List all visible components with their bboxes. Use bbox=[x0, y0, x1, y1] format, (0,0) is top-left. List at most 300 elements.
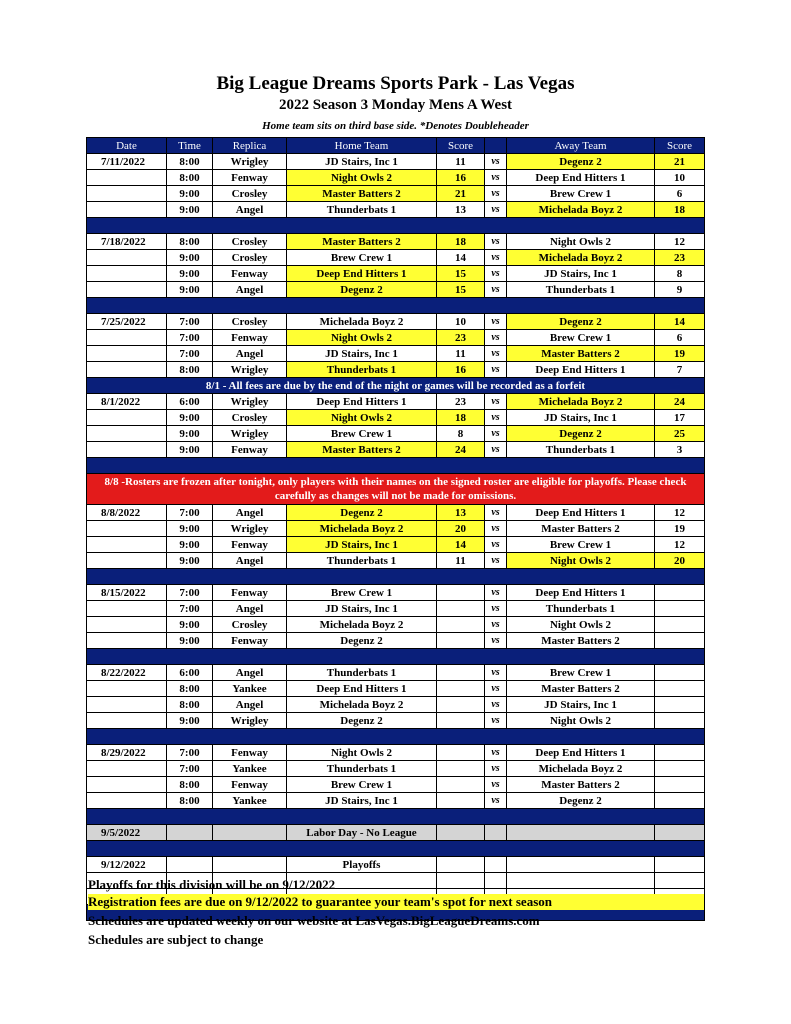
home-team: Master Batters 2 bbox=[287, 186, 437, 202]
game-time: 7:00 bbox=[167, 601, 213, 617]
home-score bbox=[437, 793, 485, 809]
away-score: 24 bbox=[655, 394, 705, 410]
vs-label: vs bbox=[485, 745, 507, 761]
game-replica: Yankee bbox=[213, 681, 287, 697]
vs-label: vs bbox=[485, 681, 507, 697]
vs-label: vs bbox=[485, 170, 507, 186]
vs-label: vs bbox=[485, 553, 507, 569]
table-row bbox=[87, 282, 705, 298]
column-header-home-score: Score bbox=[437, 138, 485, 154]
vs-label: vs bbox=[485, 713, 507, 729]
separator-row bbox=[87, 218, 705, 234]
vs-label: vs bbox=[485, 793, 507, 809]
game-date bbox=[87, 250, 167, 266]
home-score: 18 bbox=[437, 234, 485, 250]
home-team: JD Stairs, Inc 1 bbox=[287, 154, 437, 170]
page-title: Big League Dreams Sports Park - Las Vegas bbox=[216, 73, 575, 94]
table-row bbox=[87, 633, 705, 649]
away-team: JD Stairs, Inc 1 bbox=[507, 697, 655, 713]
separator-row bbox=[87, 458, 705, 474]
away-score: 6 bbox=[655, 330, 705, 346]
away-team: JD Stairs, Inc 1 bbox=[507, 410, 655, 426]
notice-text: 8/1 - All fees are due by the end of the night or games will be recorded as a forfeit bbox=[87, 378, 705, 394]
schedule-table bbox=[86, 137, 705, 921]
game-time: 9:00 bbox=[167, 410, 213, 426]
home-team: Night Owls 2 bbox=[287, 170, 437, 186]
game-time: 7:00 bbox=[167, 585, 213, 601]
game-replica: Angel bbox=[213, 505, 287, 521]
column-header-away-team: Away Team bbox=[507, 138, 655, 154]
table-row bbox=[87, 665, 705, 681]
game-time: 9:00 bbox=[167, 553, 213, 569]
home-team: Playoffs bbox=[287, 857, 437, 873]
game-replica bbox=[213, 857, 287, 873]
home-team: Thunderbats 1 bbox=[287, 202, 437, 218]
table-row bbox=[87, 346, 705, 362]
home-score bbox=[437, 777, 485, 793]
away-team: JD Stairs, Inc 1 bbox=[507, 266, 655, 282]
column-header-vs bbox=[485, 138, 507, 154]
game-time: 8:00 bbox=[167, 234, 213, 250]
away-team: Degenz 2 bbox=[507, 426, 655, 442]
game-replica: Crosley bbox=[213, 250, 287, 266]
away-score: 9 bbox=[655, 282, 705, 298]
game-date bbox=[87, 170, 167, 186]
table-row bbox=[87, 410, 705, 426]
table-row bbox=[87, 234, 705, 250]
game-date: 8/1/2022 bbox=[87, 394, 167, 410]
game-replica: Wrigley bbox=[213, 426, 287, 442]
table-row bbox=[87, 617, 705, 633]
game-date bbox=[87, 346, 167, 362]
separator-cell bbox=[87, 809, 705, 825]
away-team: Thunderbats 1 bbox=[507, 601, 655, 617]
home-score: 16 bbox=[437, 362, 485, 378]
separator-cell bbox=[87, 569, 705, 585]
table-row bbox=[87, 314, 705, 330]
separator-cell bbox=[87, 458, 705, 474]
home-score: 13 bbox=[437, 202, 485, 218]
game-replica: Wrigley bbox=[213, 713, 287, 729]
away-team: Night Owls 2 bbox=[507, 713, 655, 729]
away-score: 19 bbox=[655, 346, 705, 362]
vs-label: vs bbox=[485, 250, 507, 266]
game-time: 7:00 bbox=[167, 330, 213, 346]
vs-label: vs bbox=[485, 154, 507, 170]
game-time bbox=[167, 857, 213, 873]
home-team: Degenz 2 bbox=[287, 505, 437, 521]
away-team: Master Batters 2 bbox=[507, 633, 655, 649]
footer-website-note: Schedules are updated weekly on our website at LasVegas.BigLeagueDreams.com bbox=[88, 913, 540, 928]
table-row bbox=[87, 442, 705, 458]
away-team: Deep End Hitters 1 bbox=[507, 505, 655, 521]
game-replica: Crosley bbox=[213, 410, 287, 426]
table-row bbox=[87, 154, 705, 170]
away-score bbox=[655, 793, 705, 809]
table-row bbox=[87, 521, 705, 537]
away-score: 12 bbox=[655, 234, 705, 250]
table-row bbox=[87, 394, 705, 410]
away-team: Brew Crew 1 bbox=[507, 330, 655, 346]
home-score bbox=[437, 601, 485, 617]
away-team: Night Owls 2 bbox=[507, 234, 655, 250]
game-time: 8:00 bbox=[167, 793, 213, 809]
separator-row bbox=[87, 569, 705, 585]
away-team: Deep End Hitters 1 bbox=[507, 362, 655, 378]
separator-row bbox=[87, 729, 705, 745]
vs-label bbox=[485, 873, 507, 889]
home-team: Thunderbats 1 bbox=[287, 665, 437, 681]
home-team: Brew Crew 1 bbox=[287, 585, 437, 601]
home-score: 23 bbox=[437, 394, 485, 410]
table-row bbox=[87, 601, 705, 617]
away-score bbox=[655, 665, 705, 681]
notice-row bbox=[87, 378, 705, 394]
table-header-row bbox=[87, 138, 705, 154]
alert-row bbox=[87, 474, 705, 505]
home-score bbox=[437, 713, 485, 729]
table-row bbox=[87, 777, 705, 793]
table-row bbox=[87, 793, 705, 809]
home-score: 21 bbox=[437, 186, 485, 202]
away-team: Brew Crew 1 bbox=[507, 665, 655, 681]
game-replica: Crosley bbox=[213, 234, 287, 250]
game-replica: Angel bbox=[213, 697, 287, 713]
away-score: 3 bbox=[655, 442, 705, 458]
game-date bbox=[87, 681, 167, 697]
game-date bbox=[87, 521, 167, 537]
game-replica: Fenway bbox=[213, 745, 287, 761]
table-row bbox=[87, 505, 705, 521]
game-time: 9:00 bbox=[167, 202, 213, 218]
game-replica: Wrigley bbox=[213, 362, 287, 378]
away-score: 18 bbox=[655, 202, 705, 218]
empty-cell bbox=[655, 825, 705, 841]
vs-label: vs bbox=[485, 410, 507, 426]
column-header-time: Time bbox=[167, 138, 213, 154]
game-replica: Fenway bbox=[213, 170, 287, 186]
game-date bbox=[87, 442, 167, 458]
game-time: 7:00 bbox=[167, 314, 213, 330]
home-team: Michelada Boyz 2 bbox=[287, 617, 437, 633]
game-replica: Angel bbox=[213, 665, 287, 681]
vs-label: vs bbox=[485, 633, 507, 649]
game-time: 7:00 bbox=[167, 346, 213, 362]
game-time: 9:00 bbox=[167, 426, 213, 442]
separator-cell bbox=[87, 218, 705, 234]
home-score bbox=[437, 697, 485, 713]
home-score: 15 bbox=[437, 282, 485, 298]
game-date bbox=[87, 410, 167, 426]
away-team: Master Batters 2 bbox=[507, 346, 655, 362]
home-team: JD Stairs, Inc 1 bbox=[287, 601, 437, 617]
home-team: Thunderbats 1 bbox=[287, 362, 437, 378]
game-replica: Crosley bbox=[213, 617, 287, 633]
vs-label: vs bbox=[485, 601, 507, 617]
game-time: 8:00 bbox=[167, 154, 213, 170]
game-replica: Angel bbox=[213, 601, 287, 617]
home-score: 23 bbox=[437, 330, 485, 346]
home-score bbox=[437, 617, 485, 633]
empty-cell bbox=[485, 825, 507, 841]
game-replica: Fenway bbox=[213, 537, 287, 553]
vs-label: vs bbox=[485, 266, 507, 282]
empty-cell bbox=[167, 825, 213, 841]
away-score bbox=[655, 713, 705, 729]
away-team: Night Owls 2 bbox=[507, 617, 655, 633]
empty-cell bbox=[437, 825, 485, 841]
separator-cell bbox=[87, 841, 705, 857]
home-team: Brew Crew 1 bbox=[287, 426, 437, 442]
game-replica: Angel bbox=[213, 282, 287, 298]
away-team: Thunderbats 1 bbox=[507, 442, 655, 458]
away-score bbox=[655, 697, 705, 713]
vs-label: vs bbox=[485, 202, 507, 218]
vs-label: vs bbox=[485, 426, 507, 442]
away-score: 19 bbox=[655, 521, 705, 537]
away-score: 17 bbox=[655, 410, 705, 426]
away-team: Deep End Hitters 1 bbox=[507, 585, 655, 601]
away-score: 12 bbox=[655, 505, 705, 521]
away-team: Degenz 2 bbox=[507, 154, 655, 170]
home-score bbox=[437, 665, 485, 681]
vs-label: vs bbox=[485, 505, 507, 521]
game-replica: Yankee bbox=[213, 793, 287, 809]
away-team: Degenz 2 bbox=[507, 314, 655, 330]
away-score bbox=[655, 777, 705, 793]
away-score: 23 bbox=[655, 250, 705, 266]
game-replica: Crosley bbox=[213, 314, 287, 330]
home-score: 14 bbox=[437, 250, 485, 266]
alert-text: 8/8 -Rosters are frozen after tonight, only players with their names on the signed roster are eligible for playoffs. Please check carefully as changes will not be made for omissions. bbox=[87, 474, 705, 505]
away-team bbox=[507, 857, 655, 873]
game-replica: Angel bbox=[213, 202, 287, 218]
table-row bbox=[87, 266, 705, 282]
page-subtitle: 2022 Season 3 Monday Mens A West bbox=[278, 97, 513, 113]
table-row bbox=[87, 713, 705, 729]
home-team: Brew Crew 1 bbox=[287, 250, 437, 266]
away-team: Michelada Boyz 2 bbox=[507, 202, 655, 218]
vs-label: vs bbox=[485, 330, 507, 346]
away-score bbox=[655, 681, 705, 697]
away-team: Deep End Hitters 1 bbox=[507, 745, 655, 761]
table-row bbox=[87, 250, 705, 266]
away-team: Degenz 2 bbox=[507, 793, 655, 809]
separator-row bbox=[87, 649, 705, 665]
table-row bbox=[87, 362, 705, 378]
away-score bbox=[655, 585, 705, 601]
vs-label: vs bbox=[485, 362, 507, 378]
home-team: Deep End Hitters 1 bbox=[287, 681, 437, 697]
game-replica: Fenway bbox=[213, 266, 287, 282]
game-replica: Angel bbox=[213, 553, 287, 569]
home-score bbox=[437, 873, 485, 889]
game-replica: Crosley bbox=[213, 186, 287, 202]
home-team: JD Stairs, Inc 1 bbox=[287, 537, 437, 553]
away-score: 6 bbox=[655, 186, 705, 202]
home-team: Michelada Boyz 2 bbox=[287, 314, 437, 330]
separator-cell bbox=[87, 649, 705, 665]
away-score: 21 bbox=[655, 154, 705, 170]
table-row bbox=[87, 553, 705, 569]
home-team: Degenz 2 bbox=[287, 713, 437, 729]
column-header-home-team: Home Team bbox=[287, 138, 437, 154]
home-score bbox=[437, 761, 485, 777]
away-score: 20 bbox=[655, 553, 705, 569]
home-score: 14 bbox=[437, 537, 485, 553]
game-time: 9:00 bbox=[167, 537, 213, 553]
game-date: 9/5/2022 bbox=[87, 825, 167, 841]
column-header-away-score: Score bbox=[655, 138, 705, 154]
game-time: 9:00 bbox=[167, 282, 213, 298]
home-team: Michelada Boyz 2 bbox=[287, 521, 437, 537]
away-score: 10 bbox=[655, 170, 705, 186]
game-date bbox=[87, 633, 167, 649]
game-time: 7:00 bbox=[167, 745, 213, 761]
home-score: 11 bbox=[437, 553, 485, 569]
separator-row bbox=[87, 841, 705, 857]
footer-registration-note: Registration fees are due on 9/12/2022 to guarantee your team's spot for next season bbox=[88, 894, 704, 910]
away-score bbox=[655, 633, 705, 649]
game-date bbox=[87, 537, 167, 553]
separator-row bbox=[87, 809, 705, 825]
home-team: Night Owls 2 bbox=[287, 410, 437, 426]
home-score: 13 bbox=[437, 505, 485, 521]
game-replica: Fenway bbox=[213, 330, 287, 346]
game-replica: Yankee bbox=[213, 761, 287, 777]
game-replica: Angel bbox=[213, 346, 287, 362]
away-team: Master Batters 2 bbox=[507, 521, 655, 537]
home-score: 20 bbox=[437, 521, 485, 537]
table-row bbox=[87, 202, 705, 218]
game-replica: Fenway bbox=[213, 633, 287, 649]
game-replica: Wrigley bbox=[213, 154, 287, 170]
separator-row bbox=[87, 298, 705, 314]
game-date bbox=[87, 617, 167, 633]
game-time: 9:00 bbox=[167, 186, 213, 202]
empty-cell bbox=[507, 825, 655, 841]
separator-cell bbox=[87, 729, 705, 745]
game-time: 9:00 bbox=[167, 617, 213, 633]
home-score: 8 bbox=[437, 426, 485, 442]
vs-label: vs bbox=[485, 346, 507, 362]
game-date bbox=[87, 330, 167, 346]
game-date bbox=[87, 601, 167, 617]
home-score: 24 bbox=[437, 442, 485, 458]
game-replica: Fenway bbox=[213, 442, 287, 458]
game-date bbox=[87, 202, 167, 218]
table-row bbox=[87, 857, 705, 873]
vs-label: vs bbox=[485, 186, 507, 202]
home-team: Deep End Hitters 1 bbox=[287, 394, 437, 410]
away-score: 12 bbox=[655, 537, 705, 553]
game-date bbox=[87, 777, 167, 793]
home-team: JD Stairs, Inc 1 bbox=[287, 793, 437, 809]
game-date: 8/29/2022 bbox=[87, 745, 167, 761]
away-team: Michelada Boyz 2 bbox=[507, 761, 655, 777]
game-date: 7/11/2022 bbox=[87, 154, 167, 170]
game-replica: Wrigley bbox=[213, 521, 287, 537]
game-date bbox=[87, 282, 167, 298]
away-team: Brew Crew 1 bbox=[507, 537, 655, 553]
game-date bbox=[87, 697, 167, 713]
away-score: 14 bbox=[655, 314, 705, 330]
vs-label: vs bbox=[485, 314, 507, 330]
game-time: 8:00 bbox=[167, 362, 213, 378]
vs-label: vs bbox=[485, 665, 507, 681]
game-time: 8:00 bbox=[167, 697, 213, 713]
vs-label: vs bbox=[485, 234, 507, 250]
game-date bbox=[87, 793, 167, 809]
game-time: 7:00 bbox=[167, 505, 213, 521]
table-row bbox=[87, 537, 705, 553]
game-date bbox=[87, 362, 167, 378]
away-team: Michelada Boyz 2 bbox=[507, 394, 655, 410]
home-team: Night Owls 2 bbox=[287, 330, 437, 346]
home-score bbox=[437, 857, 485, 873]
game-time: 8:00 bbox=[167, 777, 213, 793]
table-row bbox=[87, 330, 705, 346]
table-row bbox=[87, 697, 705, 713]
home-team: Degenz 2 bbox=[287, 633, 437, 649]
away-score: 7 bbox=[655, 362, 705, 378]
table-row bbox=[87, 170, 705, 186]
away-score bbox=[655, 601, 705, 617]
game-time: 9:00 bbox=[167, 266, 213, 282]
away-team: Brew Crew 1 bbox=[507, 186, 655, 202]
away-score: 25 bbox=[655, 426, 705, 442]
table-row bbox=[87, 745, 705, 761]
game-time: 9:00 bbox=[167, 713, 213, 729]
home-team: Thunderbats 1 bbox=[287, 761, 437, 777]
game-replica: Fenway bbox=[213, 777, 287, 793]
game-time: 7:00 bbox=[167, 761, 213, 777]
game-date: 9/12/2022 bbox=[87, 857, 167, 873]
home-score: 16 bbox=[437, 170, 485, 186]
game-time: 8:00 bbox=[167, 681, 213, 697]
holiday-row bbox=[87, 825, 705, 841]
away-team: Michelada Boyz 2 bbox=[507, 250, 655, 266]
away-score bbox=[655, 873, 705, 889]
game-time: 9:00 bbox=[167, 250, 213, 266]
vs-label: vs bbox=[485, 697, 507, 713]
away-team: Thunderbats 1 bbox=[507, 282, 655, 298]
table-row bbox=[87, 426, 705, 442]
table-row bbox=[87, 681, 705, 697]
footer-disclaimer: Schedules are subject to change bbox=[88, 932, 264, 947]
page-note: Home team sits on third base side. *Denotes Doubleheader bbox=[262, 120, 529, 132]
game-date: 8/8/2022 bbox=[87, 505, 167, 521]
game-date: 7/18/2022 bbox=[87, 234, 167, 250]
vs-label: vs bbox=[485, 282, 507, 298]
vs-label: vs bbox=[485, 761, 507, 777]
game-time: 6:00 bbox=[167, 394, 213, 410]
away-score bbox=[655, 617, 705, 633]
away-score bbox=[655, 745, 705, 761]
column-header-replica: Replica bbox=[213, 138, 287, 154]
away-team: Master Batters 2 bbox=[507, 681, 655, 697]
game-date bbox=[87, 426, 167, 442]
home-team: Brew Crew 1 bbox=[287, 777, 437, 793]
footer-playoffs-note: Playoffs for this division will be on 9/12/2022 bbox=[88, 877, 336, 892]
home-score bbox=[437, 633, 485, 649]
home-score: 11 bbox=[437, 346, 485, 362]
away-team bbox=[507, 873, 655, 889]
game-replica: Wrigley bbox=[213, 394, 287, 410]
vs-label: vs bbox=[485, 442, 507, 458]
game-date: 8/15/2022 bbox=[87, 585, 167, 601]
away-score bbox=[655, 857, 705, 873]
